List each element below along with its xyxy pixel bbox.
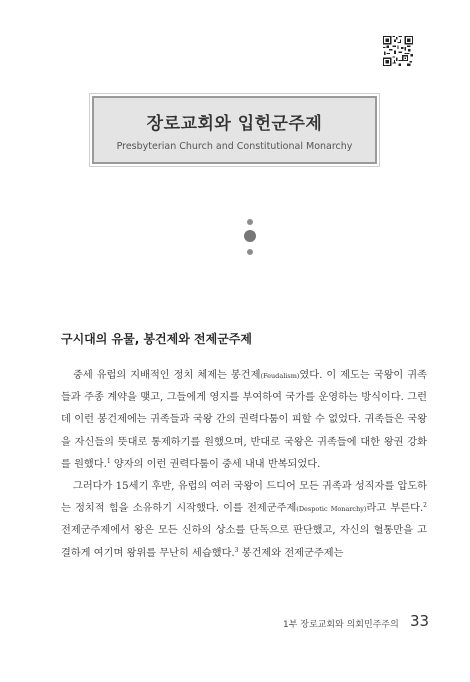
small-dot-icon	[247, 249, 253, 255]
text-run: 봉건제와 전제군주제는	[238, 547, 344, 559]
text-run: 중세 유럽의 지배적인 정치 체제는 봉건제	[73, 370, 261, 381]
chapter-subtitle-english: Presbyterian Church and Constitutional Monarchy	[116, 141, 353, 152]
text-run: 양자의 이런 권력다툼이 중세 내내 반복되었다.	[110, 458, 321, 470]
qr-code-icon	[383, 36, 413, 66]
footnote-marker: 3	[234, 546, 239, 554]
chapter-title: 장로교회와 입헌군주제	[146, 114, 323, 134]
text-run: 전제군주제에서 왕은 모든 신하의 상소를 단독으로 판단했고, 자신의 혈통만을 고결하게 여기며 왕위를 무난히 세습했다.	[61, 525, 427, 559]
paragraph	[61, 476, 427, 565]
term-annotation: (Feudalism)	[260, 372, 300, 380]
small-dot-icon	[247, 219, 253, 225]
page-number: 33	[410, 612, 430, 630]
paragraph	[61, 365, 427, 476]
decorative-dots	[244, 219, 258, 269]
chapter-title-box	[92, 96, 377, 164]
text-run: 그러다가 15세기 후반, 유럽의 여러 국왕이 드디어 모든 귀족과 성직자를 압도하는 정치적 힘을 소유하기 시작했다. 이를 전제군주제	[61, 481, 427, 515]
body-text	[61, 365, 427, 565]
running-footer: 1부 장로교회와 의회민주주의	[283, 620, 399, 630]
large-dot-icon	[244, 230, 256, 242]
text-run: 라고 부른다.	[366, 503, 424, 515]
section-heading: 구시대의 유물, 봉건제와 전제군주제	[61, 332, 252, 346]
footnote-marker: 1	[106, 457, 111, 465]
footnote-marker: 2	[423, 502, 427, 510]
term-annotation: (Despotic Monarchy)	[296, 505, 367, 514]
text-run: 였다. 이 제도는 국왕이 귀족들과 주종 계약을 맺고, 그들에게 영지를 부여하여 국가를 운영하는 방식이다. 그런데 이런 봉건제에는 귀족들과 국왕 간의 권력다툼이 피할 수 없었다. 귀족들은 국왕을 자신들의 뜻대로 통제하기를 원했으며, 반대로 국왕은 귀족들에 대한 왕권 강화를 원했다.	[61, 370, 427, 470]
